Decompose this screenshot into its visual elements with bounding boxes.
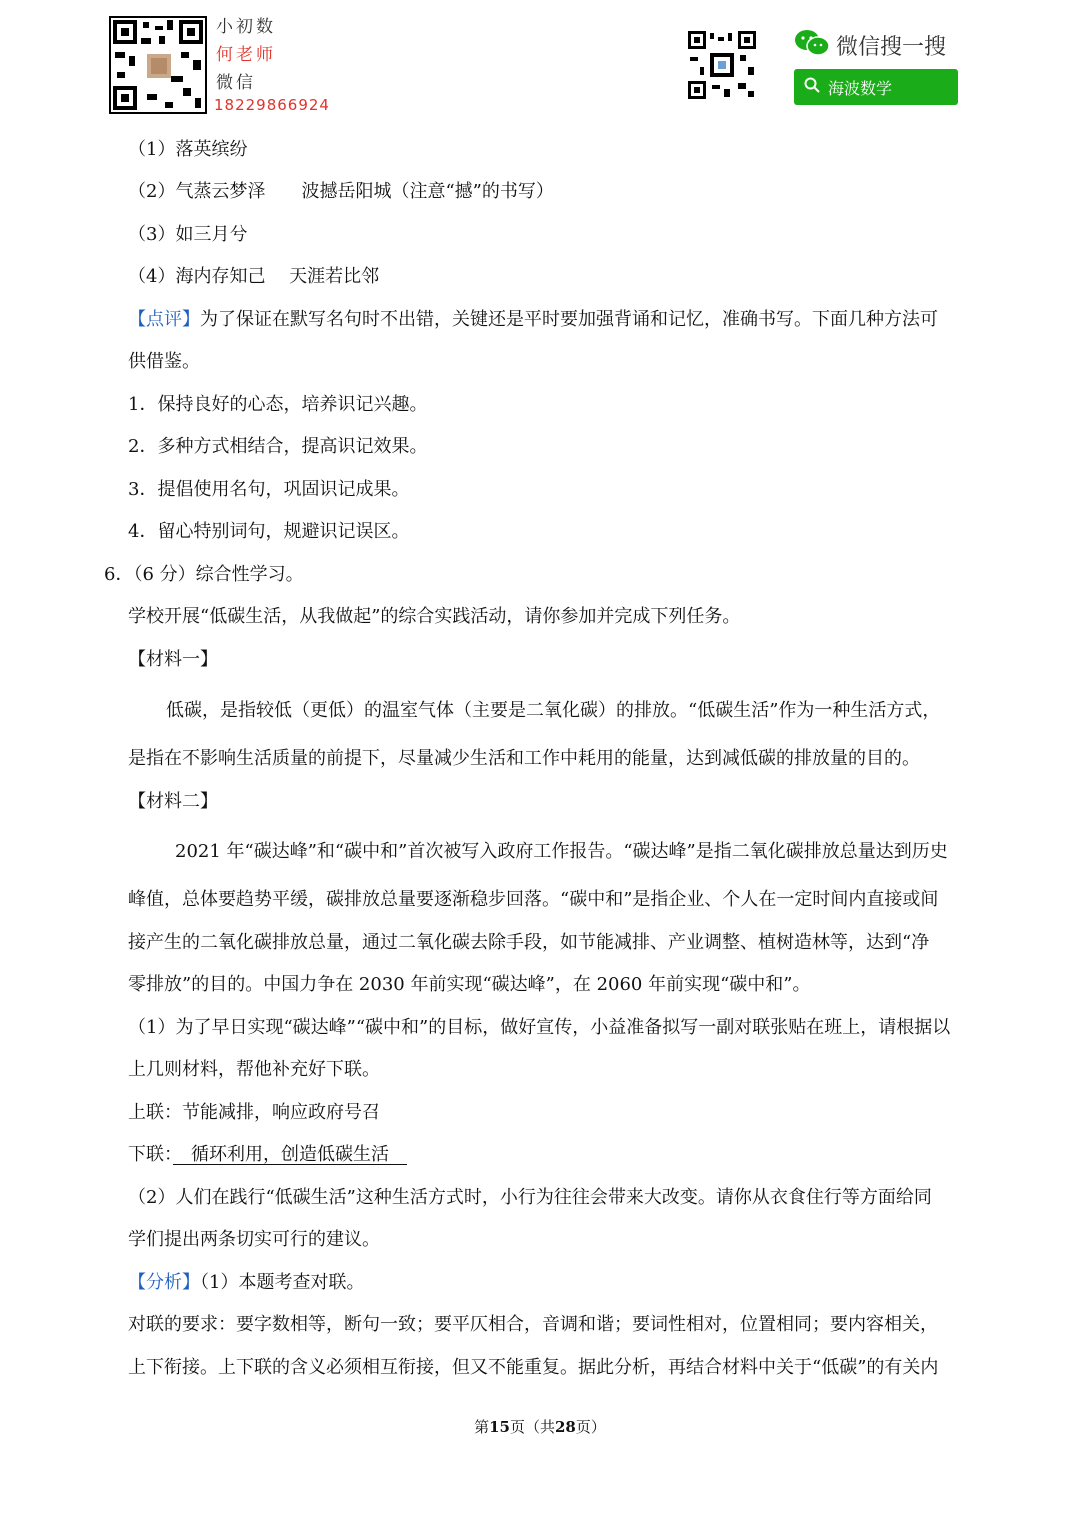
question6-part1-line2: 上几则材料，帮他补充好下联。 [128,1059,380,1080]
search-icon [804,77,820,98]
answer-2: （2）气蒸云梦泽 波撼岳阳城（注意“撼”的书写） [128,181,554,202]
qr-pattern-icon [688,31,756,99]
wechat-search-title: 微信搜一搜 [836,34,947,59]
lower-couplet [128,1144,407,1166]
answer-3: （3）如三月兮 [128,224,248,245]
material2-line2: 峰值，总体要趋势平缓，碳排放总量要逐渐稳步回落。“碳中和”是指企业、个人在一定时间内直接或间 [128,889,939,910]
material1-line2: 是指在不影响生活质量的前提下，尽量减少生活和工作中耗用的能量，达到减低碳的排放量的目的。 [128,748,920,769]
answer-1: （1）落英缤纷 [128,139,248,160]
qr-pattern-icon [111,18,205,112]
question6-part2-line2: 学们提出两条切实可行的建议。 [128,1229,380,1250]
question6-title: 6．（6 分）综合性学习。 [104,564,304,585]
handwritten-line3: 微信 [216,73,256,93]
analysis-line2: 对联的要求：要字数相等，断句一致；要平仄相合，音调和谐；要词性相对，位置相同；要内容相关， [128,1314,938,1335]
material2-label: 【材料二】 [128,791,218,812]
material2-line1: 2021 年“碳达峰”和“碳中和”首次被写入政府工作报告。“碳达峰”是指二氧化碳排放总量达到历史 [175,841,948,862]
wechat-logo-icon [794,28,830,58]
review-paragraph [128,309,938,331]
question6-intro: 学校开展“低碳生活，从我做起”的综合实践活动，请你参加并完成下列任务。 [128,606,741,627]
review-method-1: 1．保持良好的心态，培养识记兴趣。 [128,394,428,415]
upper-couplet: 上联：节能减排，响应政府号召 [128,1102,380,1123]
analysis-line1: （1）本题考查对联。 [200,1272,365,1293]
answer-4: （4）海内存知己 天涯若比邻 [128,266,380,287]
wechat-search-button-label: 海波数学 [828,80,893,98]
review-method-3: 3．提倡使用名句，巩固识记成果。 [128,479,410,500]
material1-line1: 低碳，是指较低（更低）的温室气体（主要是二氧化碳）的排放。“低碳生活”作为一种生活方式， [166,700,941,721]
analysis-tag: 【分析】 [128,1272,200,1293]
lower-couplet-prefix: 下联： [128,1144,173,1165]
total-pages: 28 [555,1418,576,1436]
page-number-suffix: 页） [575,1418,606,1436]
handwritten-phone: 18229866924 [214,96,330,114]
review-text-line2: 供借鉴。 [128,351,200,372]
question6-part1-line1: （1）为了早日实现“碳达峰”“碳中和”的目标，做好宣传，小益准备拟写一副对联张贴在班上，请根据以 [128,1017,951,1038]
material1-label: 【材料一】 [128,649,218,670]
material2-line3: 接产生的二氧化碳排放总量，通过二氧化碳去除手段，如节能减排、产业调整、植树造林等，达到“净 [128,932,930,953]
qr-code-left [109,16,207,114]
review-text-line1: 为了保证在默写名句时不出错，关键还是平时要加强背诵和记忆，准确书写。下面几种方法可 [200,309,938,330]
current-page: 15 [489,1418,510,1436]
page-number [0,1416,1080,1437]
handwritten-line1: 小初数 [216,17,276,37]
page-number-prefix: 第 [474,1418,490,1436]
question6-part2-line1: （2）人们在践行“低碳生活”这种生活方式时，小行为往往会带来大改变。请你从衣食住行等方面给同 [128,1187,932,1208]
material2-line4: 零排放”的目的。中国力争在 2030 年前实现“碳达峰”，在 2060 年前实现“碳中和”。 [128,974,811,995]
review-method-4: 4．留心特别词句，规避识记误区。 [128,521,410,542]
handwritten-line2: 何老师 [216,45,276,65]
analysis-paragraph [128,1272,364,1294]
qr-code-right [688,31,756,99]
lower-couplet-answer: 循环利用，创造低碳生活 [173,1144,407,1165]
wechat-search-button[interactable] [794,69,958,105]
review-tag: 【点评】 [128,309,200,330]
analysis-line3: 上下衔接。上下联的含义必须相互衔接，但又不能重复。据此分析，再结合材料中关于“低碳”的有关内 [128,1357,939,1378]
page-number-middle: 页（共 [509,1418,555,1436]
review-method-2: 2．多种方式相结合，提高识记效果。 [128,436,428,457]
